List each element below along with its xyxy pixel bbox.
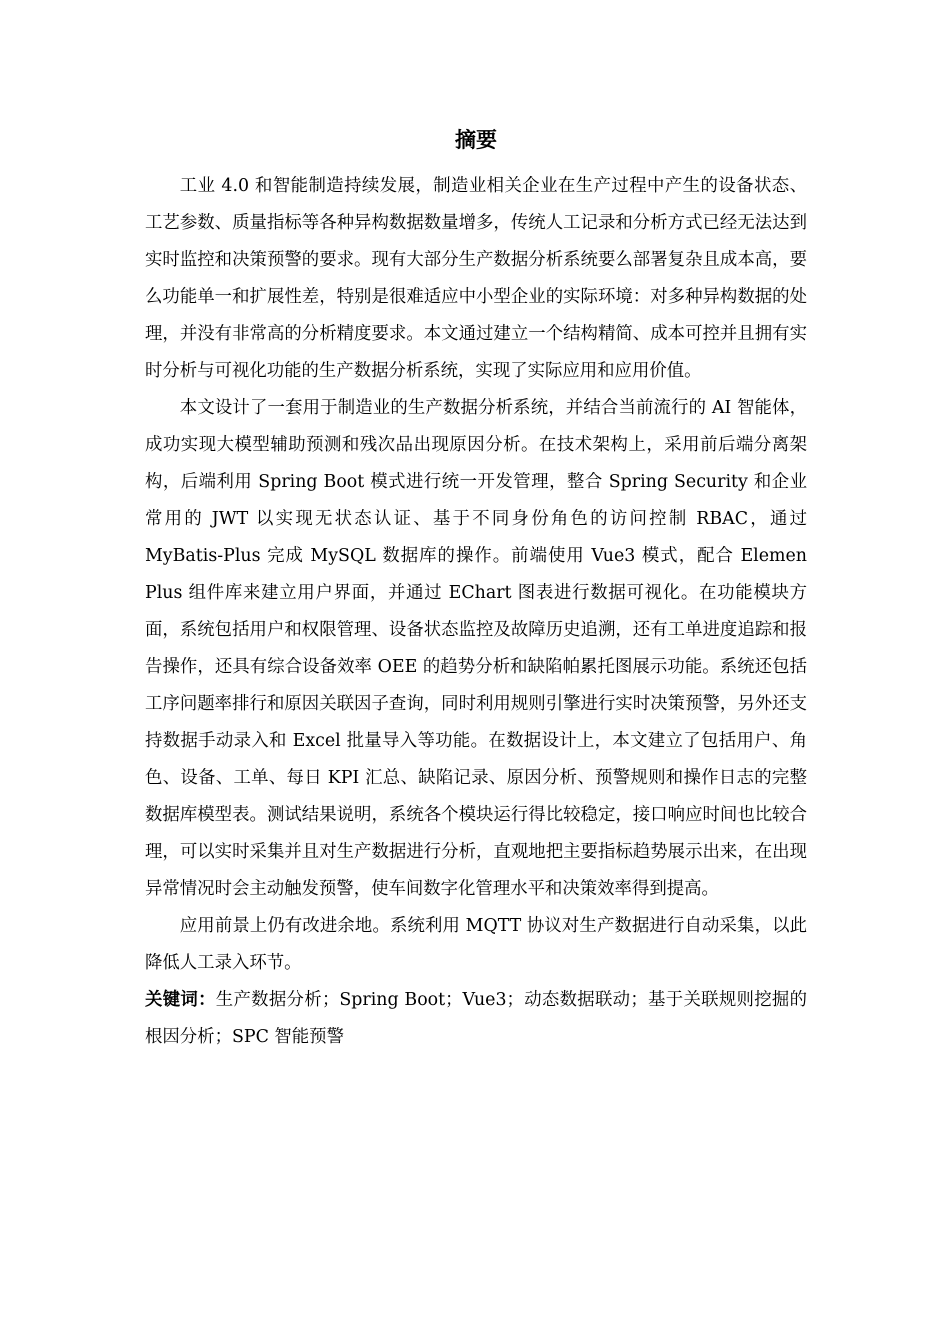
keywords-line [145, 982, 807, 1056]
keywords-label: 关键词： [145, 990, 216, 1010]
page-title: 摘要 [455, 128, 497, 152]
abstract-paragraph-2: 本文设计了一套用于制造业的生产数据分析系统，并结合当前流行的 AI 智能体，成功实现大模型辅助预测和残次品出现原因分析。在技术架构上，采用前后端分离架构，后端利用 Spring Boot 模式进行统一开发管理，整合 Spring Security 和企业常用的 JWT 以实现无状态认证、基于不同身份角色的访问控制 RBAC，通过 MyBatis-Plus 完成 MySQL 数据库的操作。前端使用 Vue3 模式，配合 Elemen Plus 组件库来建立用户界面，并通过 EChart 图表进行数据可视化。在功能模块方面，系统包括用户和权限管理、设备状态监控及故障历史追溯，还有工单进度追踪和报告操作，还具有综合设备效率 OEE 的趋势分析和缺陷帕累托图展示功能。系统还包括工序问题率排行和原因关联因子查询，同时利用规则引擎进行实时决策预警，另外还支持数据手动录入和 Excel 批量导入等功能。在数据设计上，本文建立了包括用户、角色、设备、工单、每日 KPI 汇总、缺陷记录、原因分析、预警规则和操作日志的完整数据库模型表。测试结果说明，系统各个模块运行得比较稳定，接口响应时间也比较合理，可以实时采集并且对生产数据进行分析，直观地把主要指标趋势展示出来，在出现异常情况时会主动触发预警，使车间数字化管理水平和决策效率得到提高。 [145, 398, 807, 899]
document-page [145, 118, 807, 1056]
keywords-text: 生产数据分析；Spring Boot；Vue3；动态数据联动；基于关联规则挖掘的根因分析；SPC 智能预警 [145, 990, 807, 1047]
abstract-paragraph-3: 应用前景上仍有改进余地。系统利用 MQTT 协议对生产数据进行自动采集，以此降低人工录入环节。 [145, 916, 807, 973]
abstract-paragraph-1: 工业 4.0 和智能制造持续发展，制造业相关企业在生产过程中产生的设备状态、工艺参数、质量指标等各种异构数据数量增多，传统人工记录和分析方式已经无法达到实时监控和决策预警的要求。现有大部分生产数据分析系统要么部署复杂且成本高，要么功能单一和扩展性差，特别是很难适应中小型企业的实际环境：对多种异构数据的处理，并没有非常高的分析精度要求。本文通过建立一个结构精简、成本可控并且拥有实时分析与可视化功能的生产数据分析系统，实现了实际应用和应用价值。 [145, 176, 807, 381]
